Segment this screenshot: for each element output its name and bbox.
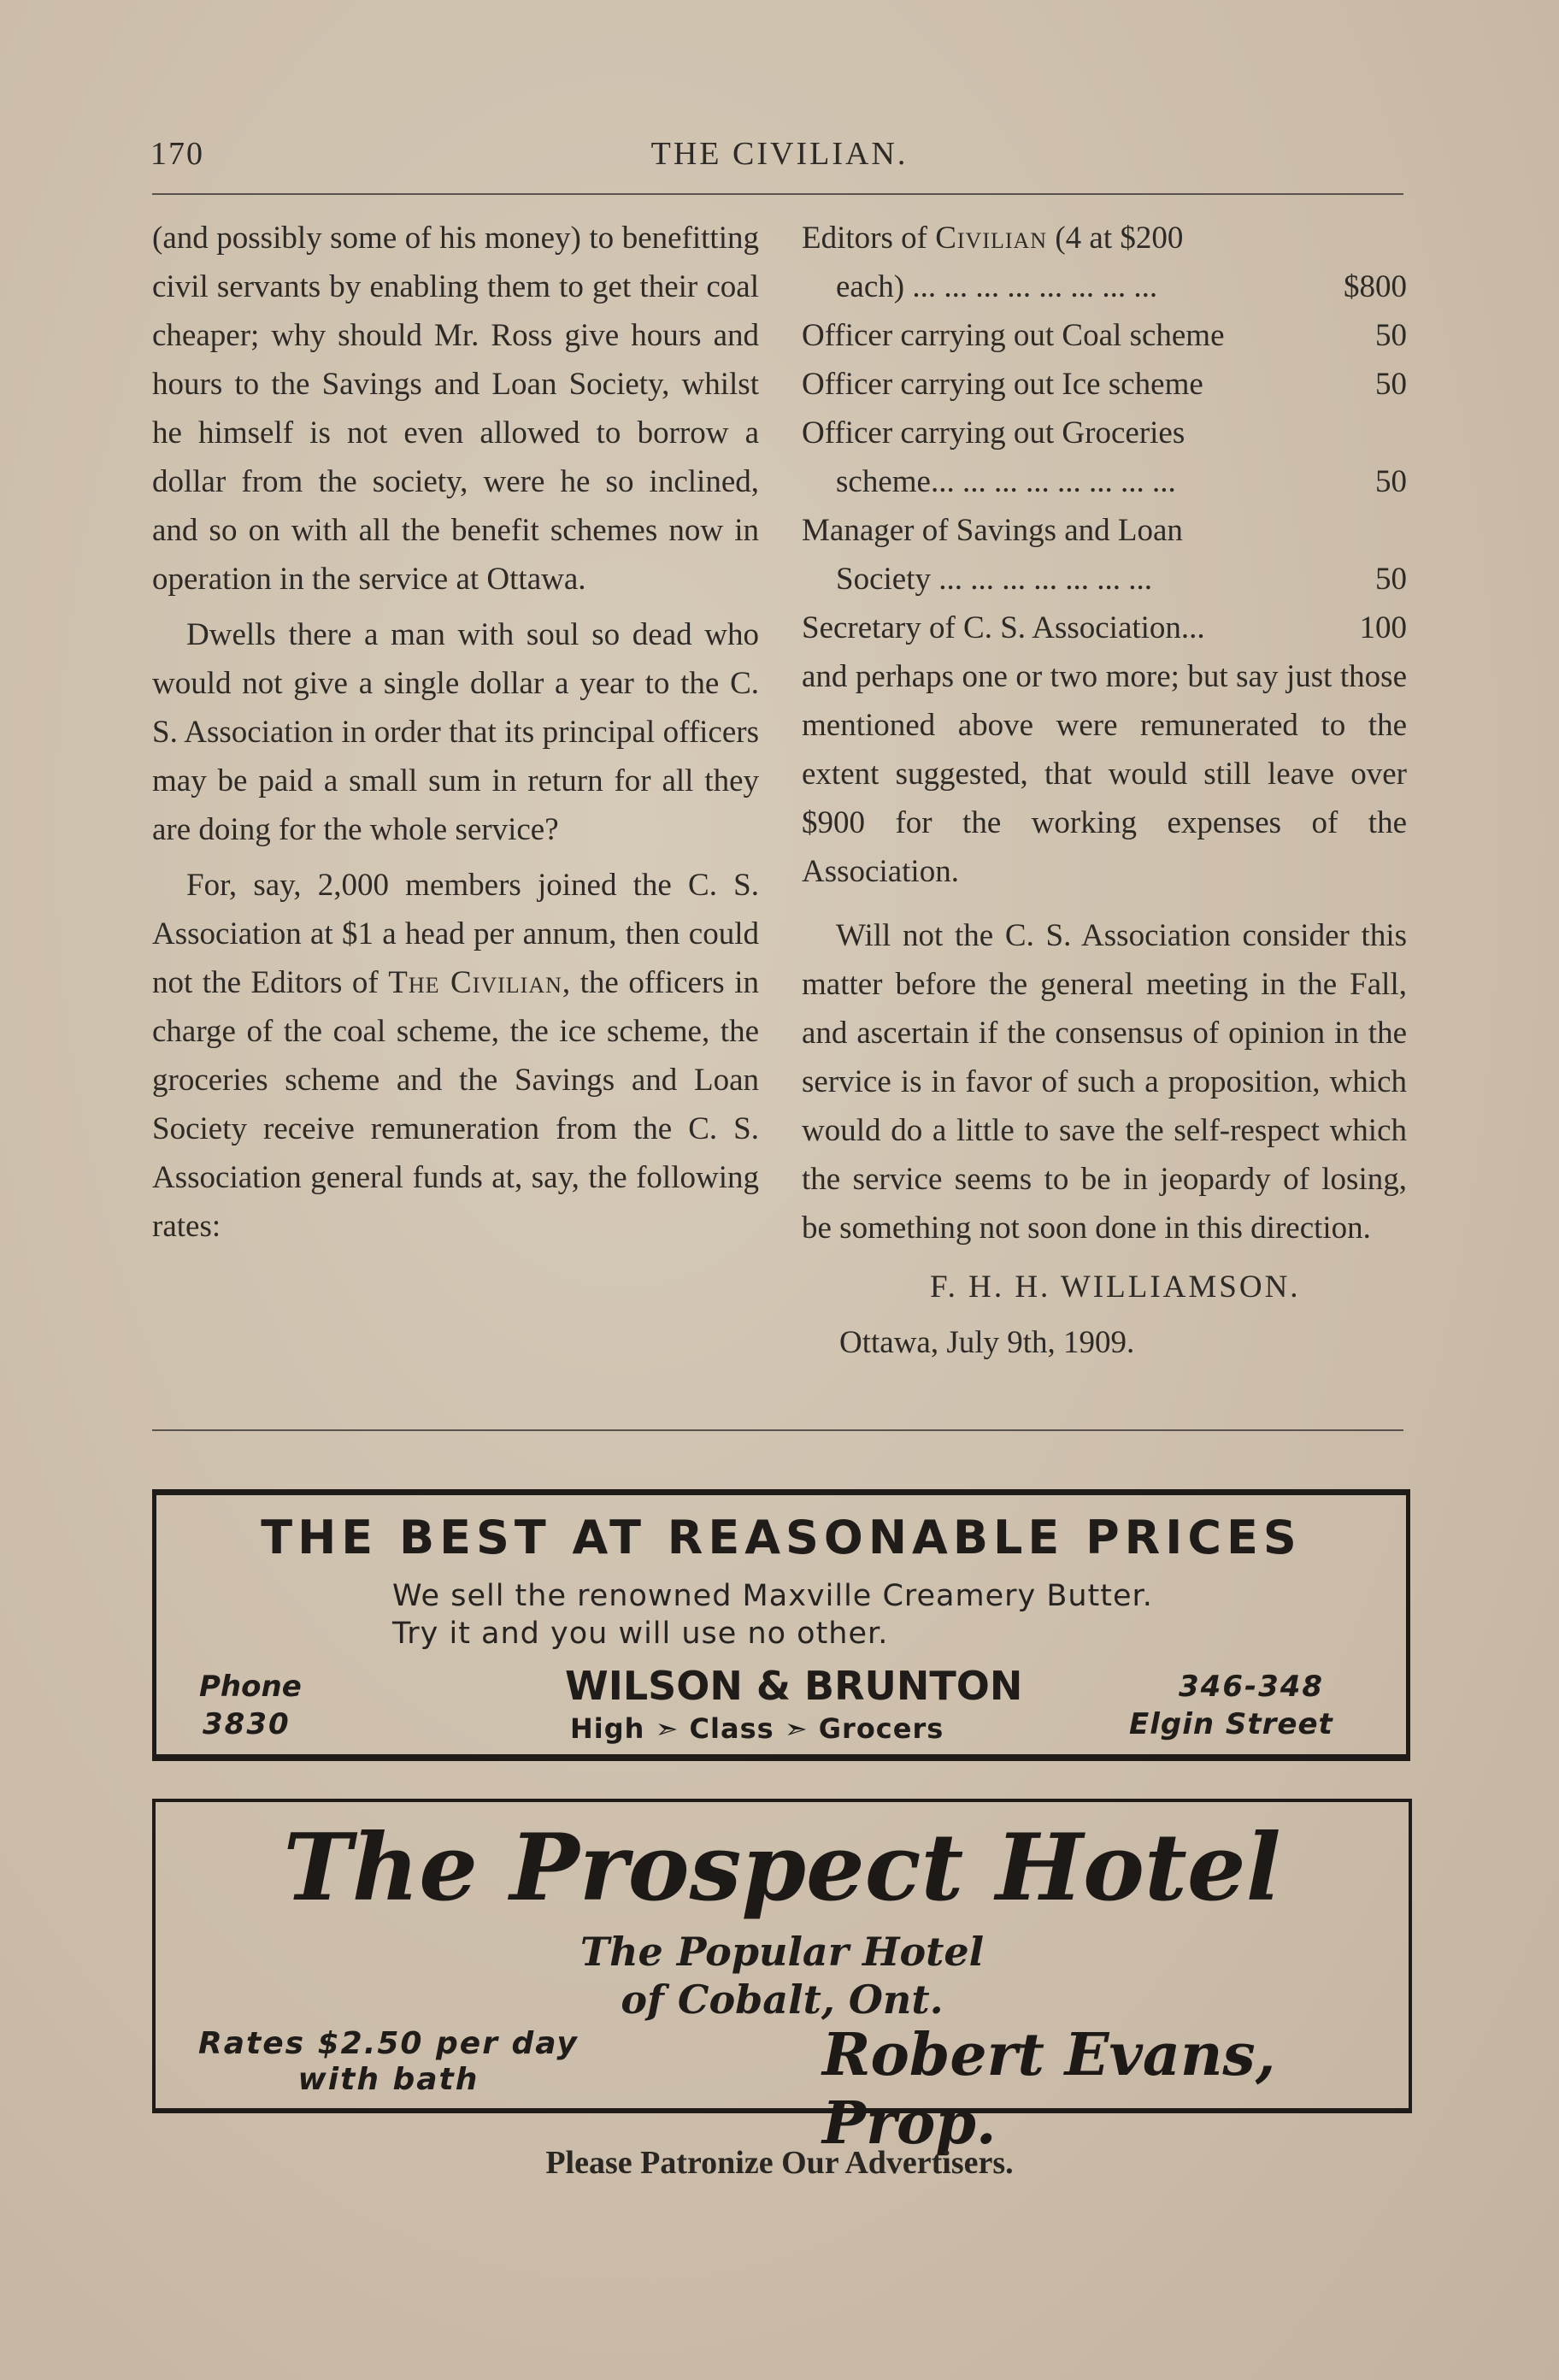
rate-editors-label-b: (4 at $200 <box>1055 221 1184 256</box>
rate-editors-label <box>802 214 1183 262</box>
rate-groceries-label: Officer carrying out Groceries <box>802 415 1185 451</box>
rate-coal <box>802 311 1407 360</box>
section-rule <box>152 1429 1403 1431</box>
page-title: THE CIVILIAN. <box>650 136 909 172</box>
rate-coal-label: Officer carrying out Coal scheme <box>802 318 1225 353</box>
author-signature: F. H. H. WILLIAMSON. <box>930 1270 1301 1305</box>
left-paragraph-2: Dwells there a man with soul so dead who would not give a single dollar a year to the C. S. Association in order that its principal officers may be paid a small sum in return for all they are doing for the whole service? <box>152 617 759 847</box>
left-column <box>152 214 759 1251</box>
hotel-rates-line-2: with bath <box>297 2062 479 2097</box>
rate-editors-amount: $800 <box>1344 269 1407 304</box>
grocers-line-2: Try it and you will use no other. <box>392 1617 889 1651</box>
rate-editors-civilian: Civilian <box>935 221 1048 256</box>
grocers-phone-number: 3830 <box>203 1707 291 1741</box>
grocers-tagline: High ➣ Class ➣ Grocers <box>570 1712 944 1745</box>
rate-secretary-amount: 100 <box>1359 610 1407 645</box>
left-paragraph-3 <box>152 861 759 1251</box>
rate-groceries-amount: 50 <box>1375 464 1407 499</box>
rate-editors <box>802 214 1407 262</box>
right-column <box>802 214 1407 1367</box>
rate-groceries-dots: scheme... ... ... ... ... ... ... ... <box>836 464 1176 499</box>
grocers-address-street: Elgin Street <box>1129 1707 1333 1741</box>
civilian-title-ref: The Civilian <box>388 965 562 1000</box>
rate-secretary <box>802 604 1407 652</box>
rate-manager <box>802 506 1407 555</box>
left-paragraph-3-end: , the officers in charge of the coal scheme, the ice scheme, the groceries scheme and the Savings and Loan Society receive remuneration from the C. S. Association general funds at, say, the following rates: <box>152 965 759 1244</box>
rate-ice <box>802 360 1407 409</box>
rate-editors-dots: each) ... ... ... ... ... ... ... ... <box>836 269 1158 304</box>
hotel-proprietor: Robert Evans, Prop. <box>822 2021 1276 2158</box>
header-rule <box>152 193 1403 195</box>
left-paragraph-1: (and possibly some of his money) to benefitting civil servants by enabling them to get their coal cheaper; why should Mr. Ross give hours and hours to the Savings and Loan Society, whilst he himself is not even allowed to borrow a dollar from the society, were he so inclined, and so on with all the benefit schemes now in operation in the service at Ottawa. <box>152 221 759 597</box>
rate-editors-cont <box>802 262 1407 311</box>
rate-groceries-cont <box>802 457 1407 506</box>
left-paragraph-3-start: For, say, 2,000 members joined the C. S. Association at $1 a head per annum, then could not the Editors of <box>152 868 759 1000</box>
rate-manager-label: Manager of Savings and Loan <box>802 513 1183 548</box>
grocers-headline: THE BEST AT REASONABLE PRICES <box>261 1511 1302 1564</box>
hotel-subtitle-1: The Popular Hotel <box>579 1929 985 1975</box>
rate-groceries <box>802 409 1407 457</box>
right-paragraph-1: and perhaps one or two more; but say just those mentioned above were remunerated to the extent suggested, that would still leave over $900 for the working expenses of the Association. <box>802 659 1407 889</box>
rate-ice-amount: 50 <box>1375 367 1407 402</box>
grocers-name: WILSON & BRUNTON <box>565 1663 1023 1709</box>
hotel-rates <box>198 2026 579 2098</box>
rate-manager-cont <box>802 555 1407 604</box>
rate-ice-label: Officer carrying out Ice scheme <box>802 367 1203 402</box>
rate-manager-dots: Society ... ... ... ... ... ... ... <box>836 562 1152 597</box>
footer-note: Please Patronize Our Advertisers. <box>545 2145 1014 2181</box>
hotel-name: The Prospect Hotel <box>283 1814 1281 1922</box>
rate-manager-amount: 50 <box>1375 562 1407 597</box>
grocers-advertisement <box>152 1489 1410 1761</box>
grocers-line-1: We sell the renowned Maxville Creamery Butter. <box>392 1579 1153 1613</box>
grocers-address-number: 346-348 <box>1179 1670 1325 1704</box>
hotel-rates-line-1: Rates $2.50 per day <box>198 2026 579 2061</box>
rate-secretary-label: Secretary of C. S. Association... <box>802 610 1205 645</box>
rate-editors-label-a: Editors of <box>802 221 927 256</box>
dateline: Ottawa, July 9th, 1909. <box>839 1325 1135 1360</box>
right-paragraph-2: Will not the C. S. Association consider this matter before the general meeting in the Fall, and ascertain if the consensus of opinion in the service is in favor of such a proposition, which would do a little to save the self-respect which the service seems to be in jeopardy of losing, be something not soon done in this direction. <box>802 918 1407 1246</box>
page-number: 170 <box>150 136 204 172</box>
hotel-advertisement <box>152 1799 1412 2158</box>
hotel-subtitle-2: of Cobalt, Ont. <box>621 1976 944 2023</box>
grocers-phone-label: Phone <box>199 1670 302 1704</box>
rate-coal-amount: 50 <box>1375 318 1407 353</box>
